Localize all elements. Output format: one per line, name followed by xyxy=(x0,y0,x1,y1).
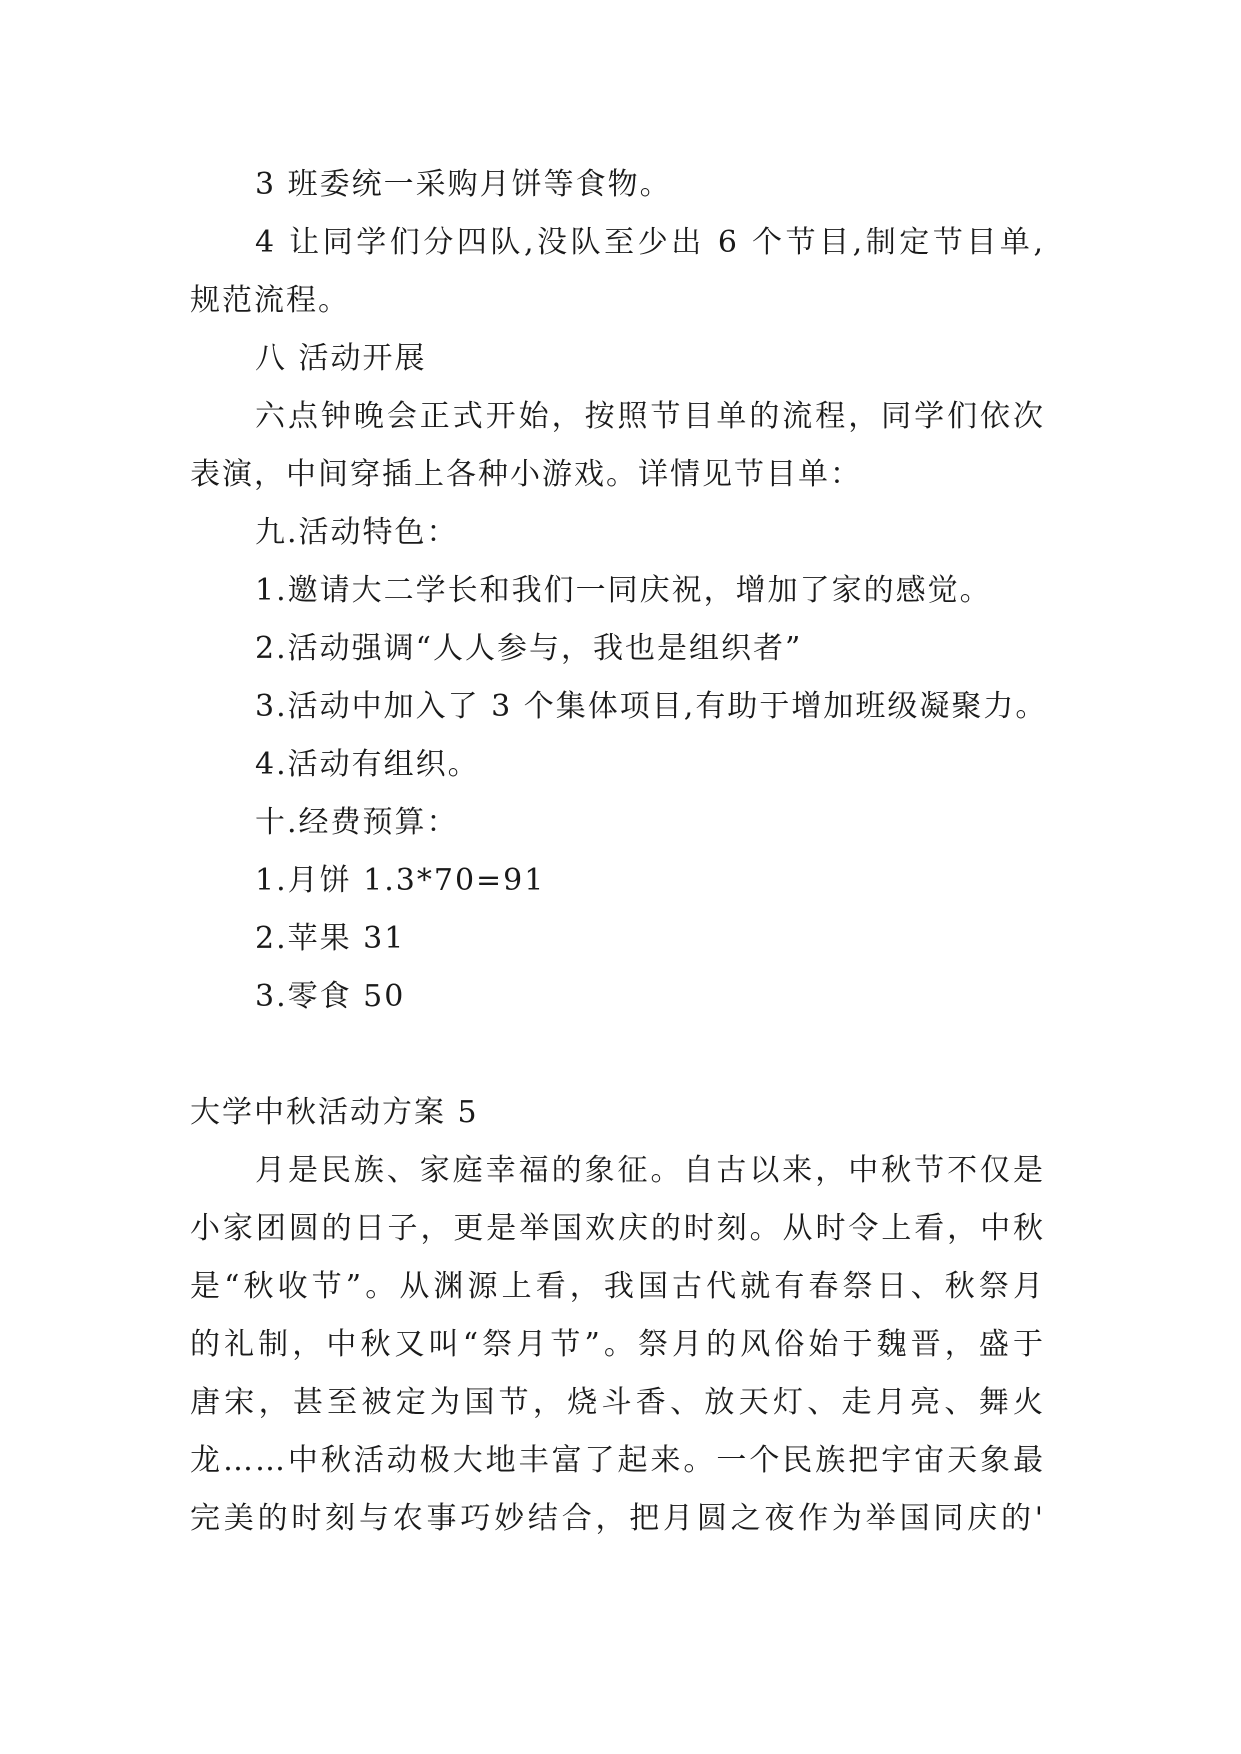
text-line: 完美的时刻与农事巧妙结合，把月圆之夜作为举国同庆的' xyxy=(190,1501,1045,1536)
list-item: 1.邀请大二学长和我们一同庆祝，增加了家的感觉。 xyxy=(255,573,992,608)
text-line: 小家团圆的日子，更是举国欢庆的时刻。从时令上看，中秋 xyxy=(190,1211,1045,1246)
section-heading: 八 活动开展 xyxy=(255,341,427,376)
budget-item: 3.零食 50 xyxy=(255,979,406,1014)
list-item: 2.活动强调“人人参与，我也是组织者” xyxy=(255,631,803,666)
text-line: 表演，中间穿插上各种小游戏。详情见节目单： xyxy=(190,457,862,492)
text-line: 4 让同学们分四队,没队至少出 6 个节目,制定节目单, xyxy=(255,225,1045,260)
text-line: 规范流程。 xyxy=(190,283,350,318)
list-item: 4.活动有组织。 xyxy=(255,747,480,782)
text-line: 唐宋，甚至被定为国节，烧斗香、放天灯、走月亮、舞火 xyxy=(190,1385,1045,1420)
text-line: 3 班委统一采购月饼等食物。 xyxy=(255,167,672,202)
text-line: 月是民族、家庭幸福的象征。自古以来，中秋节不仅是 xyxy=(255,1153,1045,1188)
text-line: 龙……中秋活动极大地丰富了起来。一个民族把宇宙天象最 xyxy=(190,1443,1045,1478)
plan-title: 大学中秋活动方案 5 xyxy=(190,1095,479,1130)
section-heading: 十.经费预算： xyxy=(255,805,459,840)
section-heading: 九.活动特色： xyxy=(255,515,459,550)
budget-item: 1.月饼 1.3*70=91 xyxy=(255,863,546,898)
list-item: 3.活动中加入了 3 个集体项目,有助于增加班级凝聚力。 xyxy=(255,689,1048,724)
text-line: 六点钟晚会正式开始，按照节目单的流程，同学们依次 xyxy=(255,399,1045,434)
budget-item: 2.苹果 31 xyxy=(255,921,406,956)
text-line: 是“秋收节”。从渊源上看，我国古代就有春祭日、秋祭月 xyxy=(190,1269,1045,1304)
text-line: 的礼制，中秋又叫“祭月节”。祭月的风俗始于魏晋，盛于 xyxy=(190,1327,1045,1362)
